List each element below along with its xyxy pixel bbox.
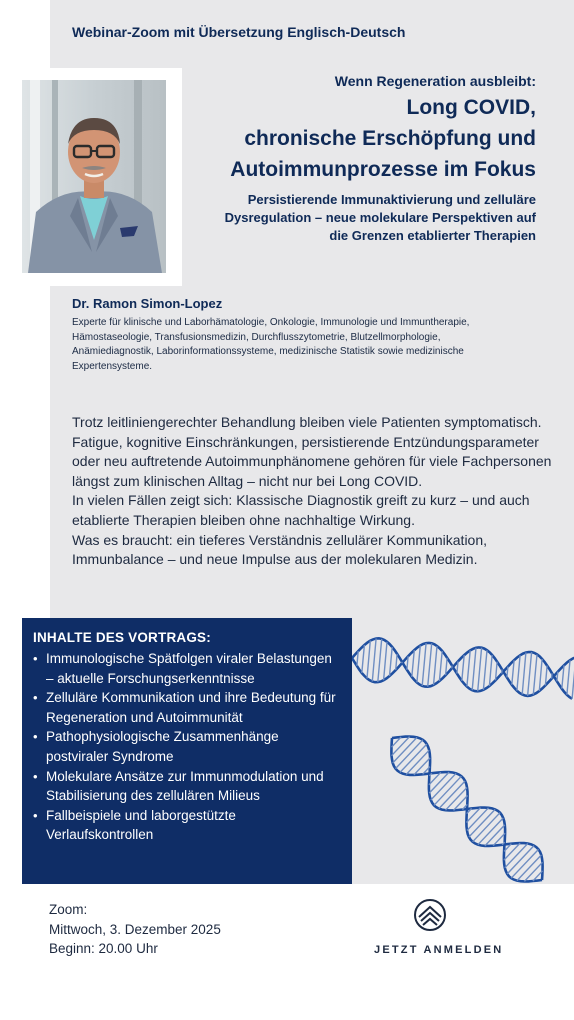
subtitle-line: die Grenzen etablierter Therapien xyxy=(329,228,536,243)
body-paragraph: Trotz leitliniengerechter Behandlung bleiben viele Patienten symptomatisch. Fatigue, kognitive Einschränkungen, persistierende Entzündungsparameter oder neu auftretende Autoimmunphänomene gehören für viele Fachpersonen längst zum klinischen Alltag – nicht nur bei Long COVID. xyxy=(72,414,552,489)
bullet-icon: • xyxy=(33,768,38,784)
dna-rung xyxy=(469,809,495,837)
subtitle-line: Dysregulation – neue molekulare Perspektiven auf xyxy=(224,210,536,225)
dna-rung xyxy=(434,776,461,805)
bullet-icon: • xyxy=(33,651,38,666)
event-date: Mittwoch, 3. Dezember 2025 xyxy=(49,921,221,937)
dna-rung xyxy=(517,655,520,690)
event-details xyxy=(49,900,221,959)
body-paragraph: Was es braucht: ein tieferes Verständnis zellulärer Kommunikation, Immunbalance – und neue Impulse aus der molekularen Medizin. xyxy=(72,531,488,568)
dna-strand xyxy=(392,737,542,882)
bullet-icon: • xyxy=(33,690,38,706)
dna-rung xyxy=(414,758,430,775)
event-platform: Zoom: xyxy=(49,902,88,917)
title-block xyxy=(176,72,536,245)
dna-rung xyxy=(367,641,370,679)
register-button[interactable]: JETZT ANMELDEN xyxy=(374,944,504,956)
bullet-icon: • xyxy=(33,807,38,823)
dna-rung xyxy=(384,642,387,680)
contents-heading: INHALTE DES VORTRAGS: xyxy=(33,630,211,645)
main-title xyxy=(176,92,536,185)
dna-rung xyxy=(439,781,465,809)
bullet-icon: • xyxy=(33,729,38,745)
dna-rung xyxy=(504,843,520,860)
dna-rung xyxy=(422,643,426,686)
contents-list xyxy=(33,649,342,845)
list-item xyxy=(33,649,342,688)
dna-rung xyxy=(434,646,438,685)
list-item xyxy=(33,767,342,806)
dna-rung xyxy=(522,653,526,695)
event-time: Beginn: 20.00 Uhr xyxy=(49,941,158,957)
dna-rung xyxy=(462,655,464,681)
list-item-text: Zelluläre Kommunikation und ihre Bedeutung für Regeneration und Autoimmunität xyxy=(46,690,336,725)
dna-rung xyxy=(473,813,500,842)
dna-rung xyxy=(485,825,505,846)
body-paragraph: In vielen Fällen zeigt sich: Klassische Diagnostik greift zu kurz – und auch etablierte Therapien bleiben ohne nachhaltige Wirkung. xyxy=(72,492,530,528)
subtitle xyxy=(176,191,536,245)
dna-rung xyxy=(511,849,538,878)
list-item-text: Pathophysiologische Zusammenhänge postviraler Syndrome xyxy=(46,729,279,764)
dna-rung xyxy=(429,772,449,793)
body-text xyxy=(72,413,554,570)
dna-rung xyxy=(362,645,365,673)
dna-rung xyxy=(483,650,487,690)
dna-rung xyxy=(378,639,382,682)
main-title-line: chronische Erschöpfung und xyxy=(244,127,536,150)
dna-rung xyxy=(507,846,534,874)
dna-rung xyxy=(467,650,470,686)
contents-box xyxy=(22,618,352,884)
dna-rung xyxy=(507,667,508,678)
dna-rung xyxy=(478,648,482,692)
dna-rung xyxy=(524,862,542,881)
dna-rung xyxy=(439,651,442,681)
title-kicker: Wenn Regeneration ausbleibt: xyxy=(334,73,536,89)
dna-rung xyxy=(372,639,376,682)
speaker-photo xyxy=(22,80,166,273)
list-item xyxy=(33,688,342,727)
dna-rung xyxy=(557,672,558,682)
dna-rung xyxy=(390,647,393,676)
dna-rung xyxy=(392,737,410,756)
list-item-text: Fallbeispiele und laborgestützte Verlaufskontrollen xyxy=(46,807,236,843)
dna-rung xyxy=(428,643,432,686)
list-item-text: Molekulare Ansätze zur Immunmodulation und Stabilisierung des zellulären Milieus xyxy=(46,768,324,804)
dna-rung xyxy=(396,740,423,769)
main-title-line: Long COVID, xyxy=(406,96,536,119)
list-item xyxy=(33,806,342,845)
dna-rung xyxy=(400,744,427,772)
list-item-text: Immunologische Spätfolgen viraler Belastungen – aktuelle Forschungserkenntnisse xyxy=(46,651,332,686)
dna-helix-image xyxy=(352,618,574,884)
main-title-line: Autoimmunprozesse im Fokus xyxy=(230,158,536,181)
subtitle-line: Persistierende Immunaktivierung und zelluläre xyxy=(247,192,536,207)
webinar-header: Webinar-Zoom mit Übersetzung Englisch-Deutsch xyxy=(72,24,406,40)
dna-rung xyxy=(412,650,415,677)
dna-rung xyxy=(417,646,420,683)
list-item xyxy=(33,727,342,766)
dna-rung xyxy=(539,659,542,691)
dna-rung xyxy=(533,654,537,694)
mountain-logo-icon[interactable] xyxy=(413,898,447,932)
dna-rung xyxy=(472,648,476,690)
dna-rung xyxy=(528,652,532,696)
dna-rung xyxy=(489,655,492,686)
speaker-bio: Experte für klinische und Laborhämatologie, Onkologie, Immunologie und Immuntherapie, Hämostaseologie, Transfusionsmedizin, Durchflusszytometrie, Blutzellmorphologie, Anämiediagnostik, Laborinformationssysteme, medizinische Statistik sowie medizinische Expertensysteme. xyxy=(72,317,470,372)
speaker-name: Dr. Ramon Simon-Lopez xyxy=(72,296,223,311)
dna-rung xyxy=(567,660,570,695)
